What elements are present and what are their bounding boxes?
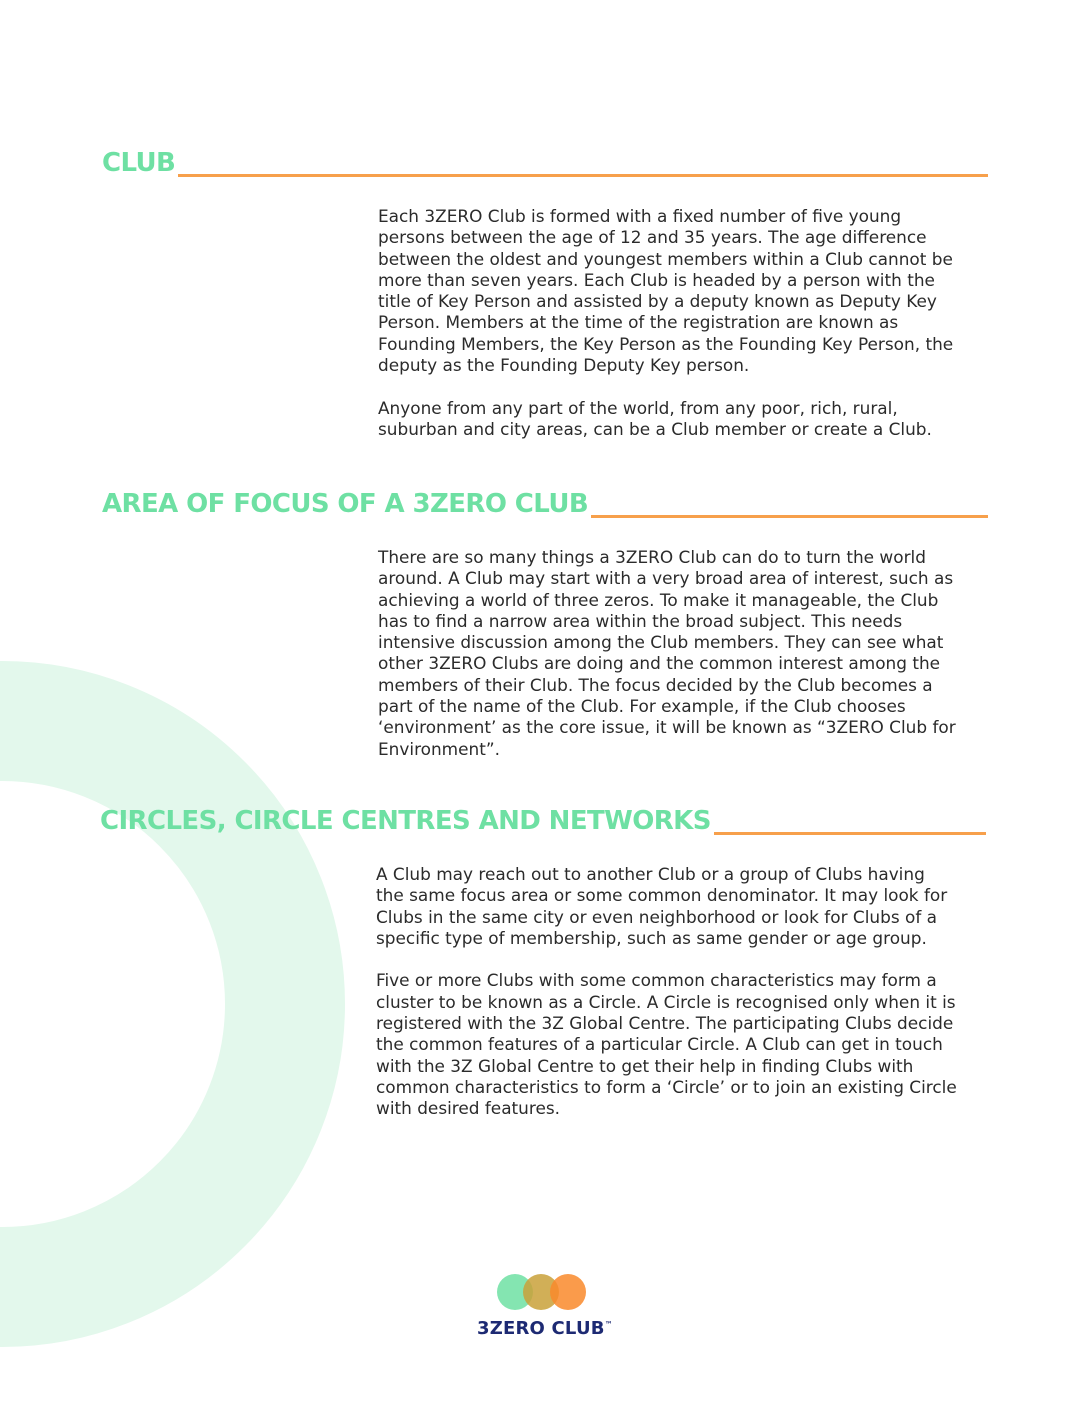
section-heading: CLUB bbox=[102, 148, 176, 178]
logo-orange-circle-icon bbox=[550, 1274, 586, 1310]
heading-rule bbox=[178, 174, 988, 177]
paragraph: Five or more Clubs with some common characteristics may form a cluster to be known as a Circle. A Circle is recognised only when it is registered with the 3Z Global Centre. The participating Clubs decide the common features of a particular Circle. A Club can get in touch with the 3Z Global Centre to get their help in finding Clubs with common characteristics to form a ‘Circle’ or to join an existing Circle with desired features. bbox=[376, 970, 957, 1119]
section-body bbox=[376, 864, 988, 1120]
paragraph: A Club may reach out to another Club or a group of Clubs having the same focus area or some common denominator. It may look for Clubs in the same city or even neighborhood or look for Clubs of a specific type of membership, such as same gender or age group. bbox=[376, 864, 948, 948]
trademark-symbol: ™ bbox=[604, 1320, 613, 1329]
paragraph: Anyone from any part of the world, from any poor, rich, rural, suburban and city areas, can be a Club member or create a Club. bbox=[378, 397, 932, 439]
logo-wordmark bbox=[477, 1318, 613, 1339]
heading-rule bbox=[591, 515, 988, 518]
section-heading-row bbox=[102, 489, 988, 519]
heading-rule bbox=[714, 832, 986, 835]
section-heading: AREA OF FOCUS OF A 3ZERO CLUB bbox=[102, 489, 589, 519]
paragraph: There are so many things a 3ZERO Club can do to turn the world around. A Club may start with a very broad area of interest, such as achieving a world of three zeros. To make it manageable, the Club has to find a narrow area within the broad subject. This needs intensive discussion among the Club members. They can see what other 3ZERO Clubs are doing and the common interest among the members of their Club. The focus decided by the Club becomes a part of the name of the Club. For example, if the Club chooses ‘environment’ as the core issue, it will be known as “3ZERO Club for Environment”. bbox=[378, 547, 956, 759]
section-heading: CIRCLES, CIRCLE CENTRES AND NETWORKS bbox=[100, 806, 711, 836]
background-ring-decoration bbox=[0, 661, 345, 1347]
3zero-club-logo bbox=[470, 1272, 620, 1344]
paragraph: Each 3ZERO Club is formed with a fixed number of five young persons between the age of 12 and 35 years. The age difference between the oldest and youngest members within a Club cannot be more than seven years. Each Club is headed by a person with the title of Key Person and assisted by a deputy known as Deputy Key Person. Members at the time of the registration are known as Founding Members, the Key Person as the Founding Key Person, the deputy as the Founding Deputy Key person. bbox=[378, 206, 954, 376]
section-heading-row bbox=[102, 148, 988, 178]
section-heading-row bbox=[100, 806, 986, 836]
logo-text: 3ZERO CLUB bbox=[477, 1318, 605, 1339]
section-body bbox=[378, 206, 990, 440]
section-body bbox=[378, 547, 990, 760]
